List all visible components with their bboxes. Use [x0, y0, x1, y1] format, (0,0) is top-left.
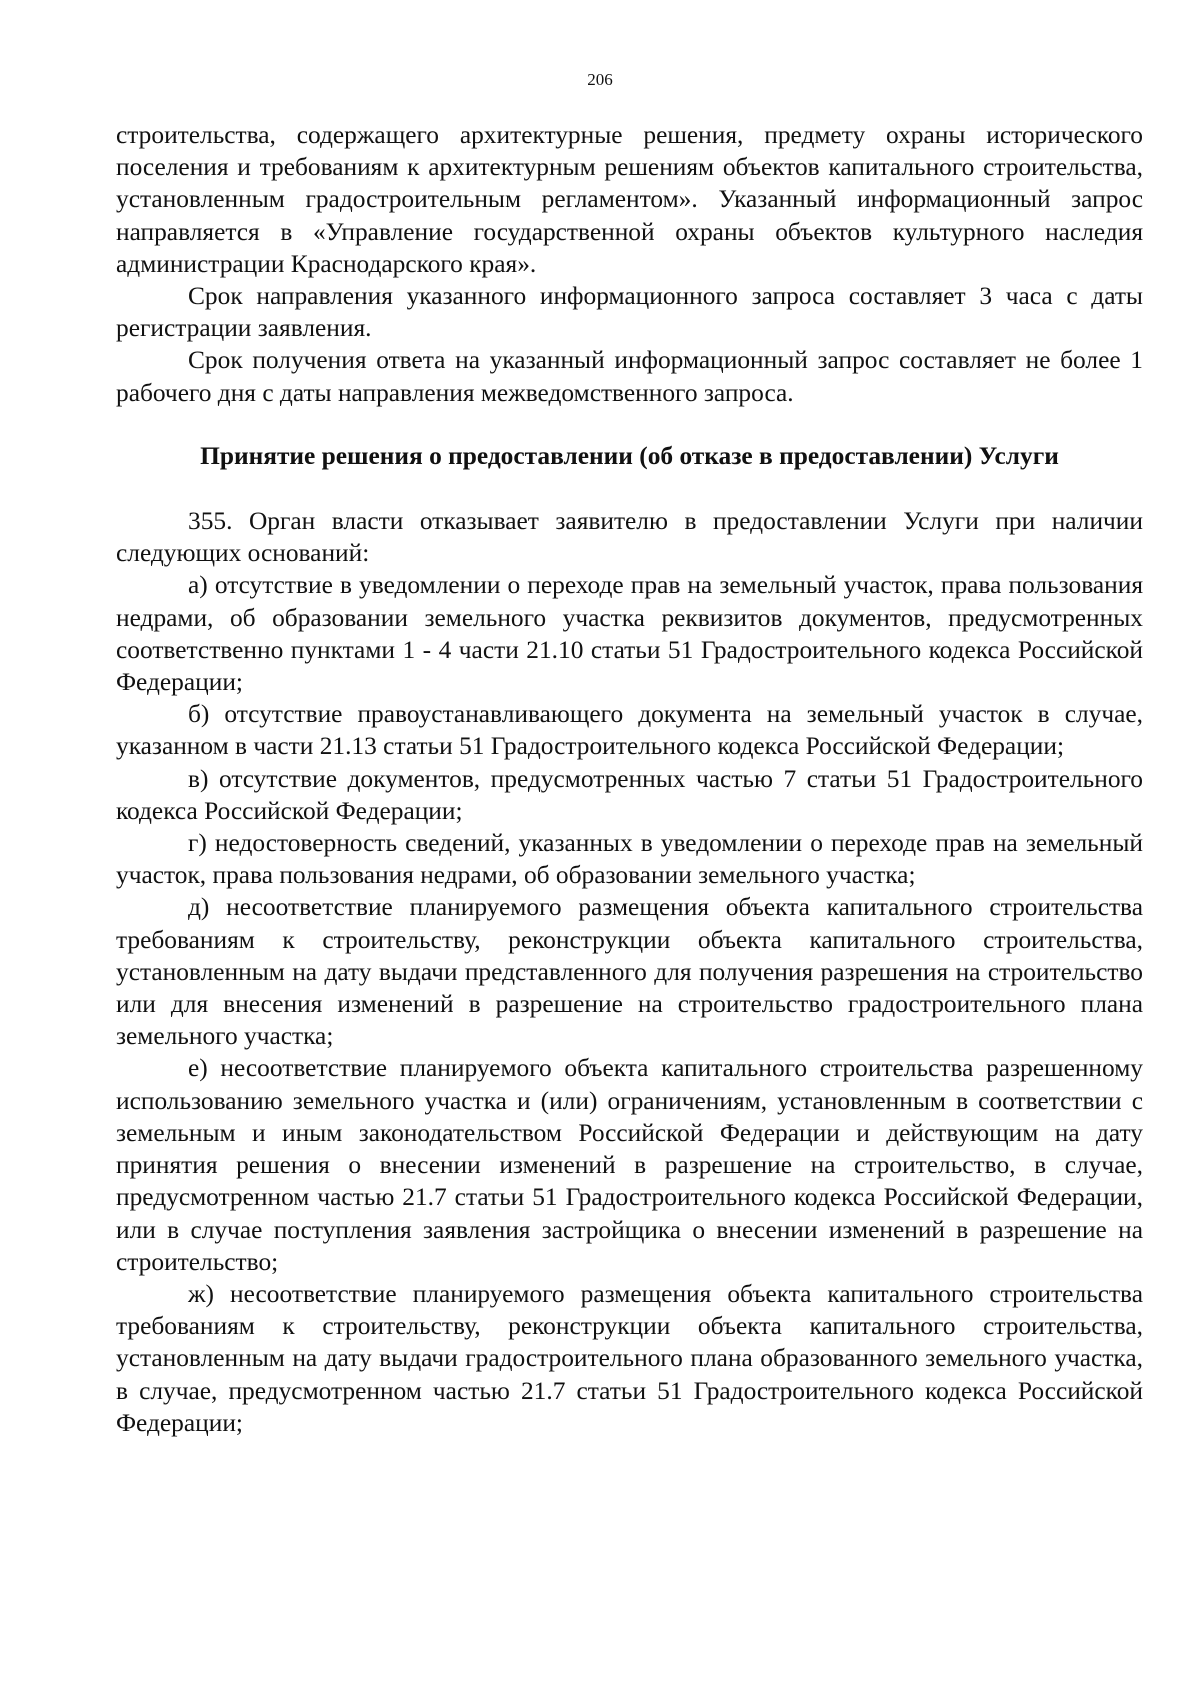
paragraph-request-deadline: Срок направления указанного информационного запроса составляет 3 часа с даты регистрации заявления. — [116, 282, 1143, 343]
page-number: 206 — [587, 70, 613, 89]
list-item-e: е) несоответствие планируемого объекта капитального строительства разрешенному использованию земельного участка и (или) ограничениям, установленным в соответствии с земельным и иным законодательством Российской Федерации и действующим на дату принятия решения о внесении изменений в разрешение на строительство, в случае, предусмотренном частью 21.7 статьи 51 Градостроительного кодекса Российской Федерации, или в случае поступления заявления застройщика о внесении изменений в разрешение на строительство; — [116, 1054, 1143, 1276]
paragraph-355: 355. Орган власти отказывает заявителю в предоставлении Услуги при наличии следующих оснований: — [116, 507, 1143, 568]
list-item-d: д) несоответствие планируемого размещения объекта капитального строительства требованиям к строительству, реконструкции объекта капитального строительства, установленным на дату выдачи представленного для получения разрешения на строительство или для внесения изменений в разрешение на строительство градостроительного плана земельного участка; — [116, 893, 1143, 1051]
list-item-v: в) отсутствие документов, предусмотренных частью 7 статьи 51 Градостроительного кодекса Российской Федерации; — [116, 764, 1143, 825]
document-body — [116, 119, 1143, 1439]
list-item-zh: ж) несоответствие планируемого размещения объекта капитального строительства требованиям к строительству, реконструкции объекта капитального строительства, установленным на дату выдачи градостроительного плана образованного земельного участка, в случае, предусмотренном частью 21.7 статьи 51 Градостроительного кодекса Российской Федерации; — [116, 1279, 1143, 1437]
list-item-a: а) отсутствие в уведомлении о переходе прав на земельный участок, права пользования недрами, об образовании земельного участка реквизитов документов, предусмотренных соответственно пунктами 1 - 4 части 21.10 статьи 51 Градостроительного кодекса Российской Федерации; — [116, 571, 1143, 697]
list-item-g: г) недостоверность сведений, указанных в уведомлении о переходе прав на земельный участок, права пользования недрами, об образовании земельного участка; — [116, 829, 1143, 890]
paragraph-response-deadline: Срок получения ответа на указанный информационный запрос составляет не более 1 рабочего дня с даты направления межведомственного запроса. — [116, 346, 1143, 407]
list-item-b: б) отсутствие правоустанавливающего документа на земельный участок в случае, указанном в части 21.13 статьи 51 Градостроительного кодекса Российской Федерации; — [116, 700, 1143, 761]
section-heading: Принятие решения о предоставлении (об отказе в предоставлении) Услуги — [200, 441, 1059, 470]
paragraph-continuation: строительства, содержащего архитектурные решения, предмету охраны исторического поселения и требованиям к архитектурным решениям объектов капитального строительства, установленным градостроительным регламентом». Указанный информационный запрос направляется в «Управление государственной охраны объектов культурного наследия администрации Краснодарского края». — [116, 121, 1143, 278]
